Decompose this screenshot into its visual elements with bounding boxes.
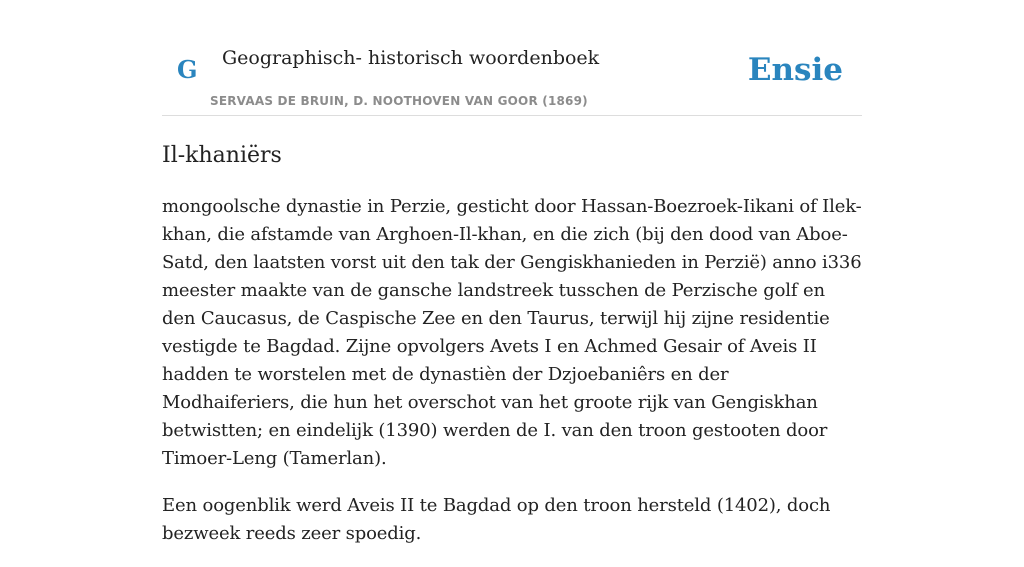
entry-body xyxy=(162,193,862,548)
ensie-logo-link[interactable]: Ensie xyxy=(747,52,843,88)
entry-title: Il-khaniërs xyxy=(162,143,282,168)
entry-paragraph: mongoolsche dynastie in Perzie, gesticht door Hassan-Boezroek-Iikani of Ilek-khan, die afstamde van Arghoen-Il-khan, en die zich (bij den dood van Aboe-Satd, den laatsten vorst uit den tak der Gengiskhanieden in Perzië) anno i336 meester maakte van de gansche landstreek tusschen de Perzische golf en den Caucasus, de Caspische Zee en den Taurus, terwijl hij zijne residentie vestigde te Bagdad. Zijne opvolgers Avets I en Achmed Gesair of Aveis II hadden te worstelen met de dynastièn der Dzjoebaniêrs en der Modhaiferiers, die hun het overschot van het groote rijk van Gengiskhan betwistten; en eindelijk (1390) werden de I. van den troon gestooten door Timoer-Leng (Tamerlan). xyxy=(162,196,862,469)
book-authors: SERVAAS DE BRUIN, D. NOOTHOVEN VAN GOOR (1869) xyxy=(210,94,588,108)
source-logo-icon[interactable]: G xyxy=(177,55,198,84)
book-title-link[interactable]: Geographisch- historisch woordenboek xyxy=(222,47,600,69)
header xyxy=(162,0,862,116)
content-container xyxy=(162,0,862,567)
entry-paragraph: Een oogenblik werd Aveis II te Bagdad op den troon hersteld (1402), doch bezweek reeds zeer spoedig. xyxy=(162,495,831,544)
